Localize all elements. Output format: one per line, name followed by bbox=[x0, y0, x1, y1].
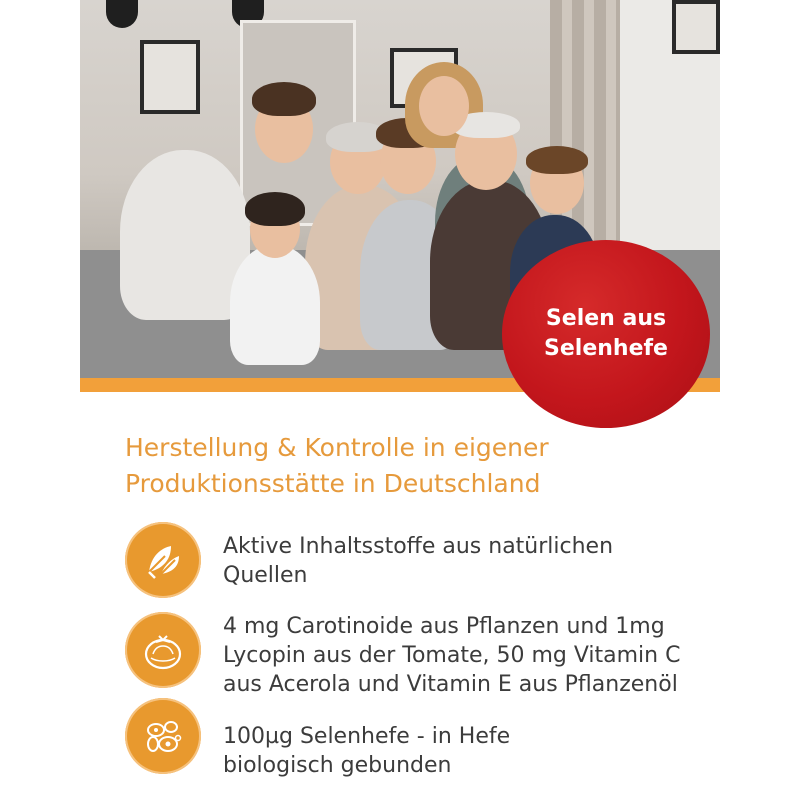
headline-line-1: Herstellung & Kontrolle in eigener bbox=[125, 433, 549, 462]
badge-line-1: Selen aus bbox=[545, 306, 667, 331]
badge-line-2: Selenhefe bbox=[544, 336, 668, 361]
tomato-icon bbox=[125, 612, 201, 688]
selen-badge bbox=[502, 240, 710, 428]
headline-line-2: Produktionsstätte in Deutschland bbox=[125, 469, 541, 498]
leaf-icon bbox=[125, 522, 201, 598]
feature-text: Aktive Inhaltsstoffe aus natürlichen Quellen bbox=[223, 534, 614, 588]
feature-text: 4 mg Carotinoide aus Pflanzen und 1mg Lycopin aus der Tomate, 50 mg Vitamin C aus Acerola und Vitamin E aus Pflanzenöl bbox=[223, 614, 681, 697]
feature-text: 100µg Selenhefe - in Hefe biologisch gebunden bbox=[223, 724, 511, 778]
yeast-cells-icon bbox=[125, 698, 201, 774]
headline bbox=[125, 430, 725, 502]
